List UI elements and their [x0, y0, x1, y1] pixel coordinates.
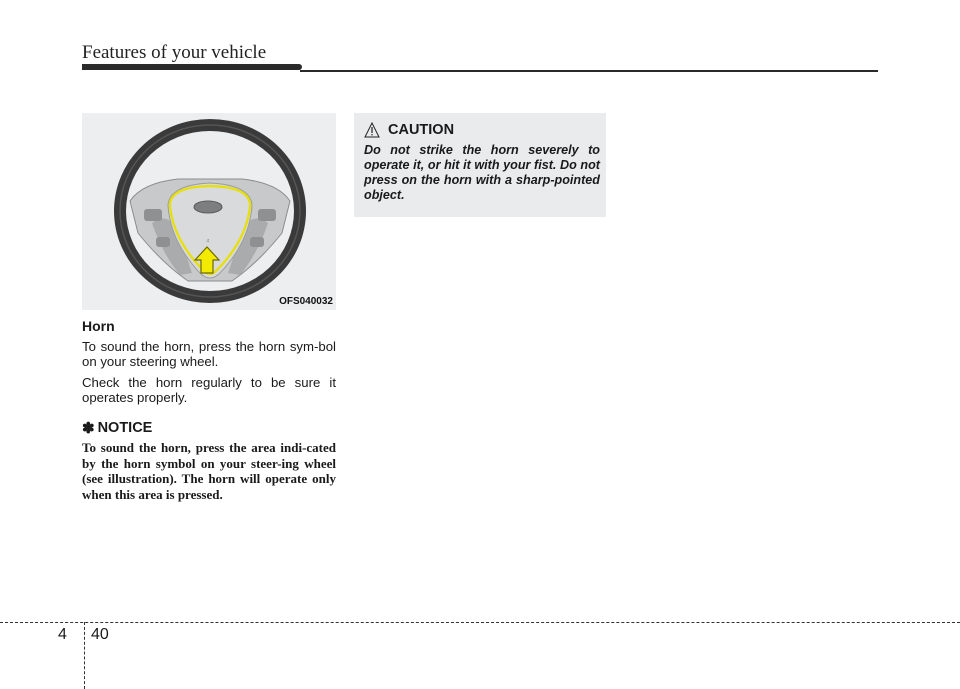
- footer-rule: [0, 622, 960, 623]
- warning-triangle-icon: [364, 122, 380, 138]
- logo-emblem: [194, 201, 222, 213]
- steering-wheel-figure: [82, 113, 336, 310]
- header-accent-bar: [82, 64, 302, 70]
- horn-section: [82, 318, 336, 502]
- notice-star-icon: ✽: [82, 420, 95, 437]
- notice-heading: [82, 419, 336, 437]
- section-heading: Horn: [82, 318, 115, 334]
- notice-text: To sound the horn, press the area indi-cated by the horn symbol on your steer-ing wheel (see illustration). The horn will operate only when this area is pressed.: [82, 440, 336, 502]
- svg-text:♫: ♫: [206, 238, 210, 244]
- caution-text: Do not strike the horn severely to operate it, or hit it with your fist. Do not press on the horn with a sharp-pointed object.: [364, 143, 600, 202]
- footer-divider: [84, 622, 85, 689]
- page-header-title: Features of your vehicle: [82, 42, 267, 63]
- figure-code: OFS040032: [279, 296, 333, 307]
- horn-paragraph-1: To sound the horn, press the horn sym-bol on your steering wheel.: [82, 339, 336, 369]
- caution-header: [364, 122, 600, 138]
- chapter-number: 4: [58, 626, 67, 643]
- notice-title: NOTICE: [97, 420, 153, 436]
- caution-title: CAUTION: [388, 122, 455, 138]
- page-number: 40: [91, 626, 109, 643]
- caution-box: [354, 113, 606, 217]
- horn-paragraph-2: Check the horn regularly to be sure it operates properly.: [82, 375, 336, 405]
- steering-wheel-illustration: [82, 113, 336, 310]
- header-rule: [300, 70, 878, 72]
